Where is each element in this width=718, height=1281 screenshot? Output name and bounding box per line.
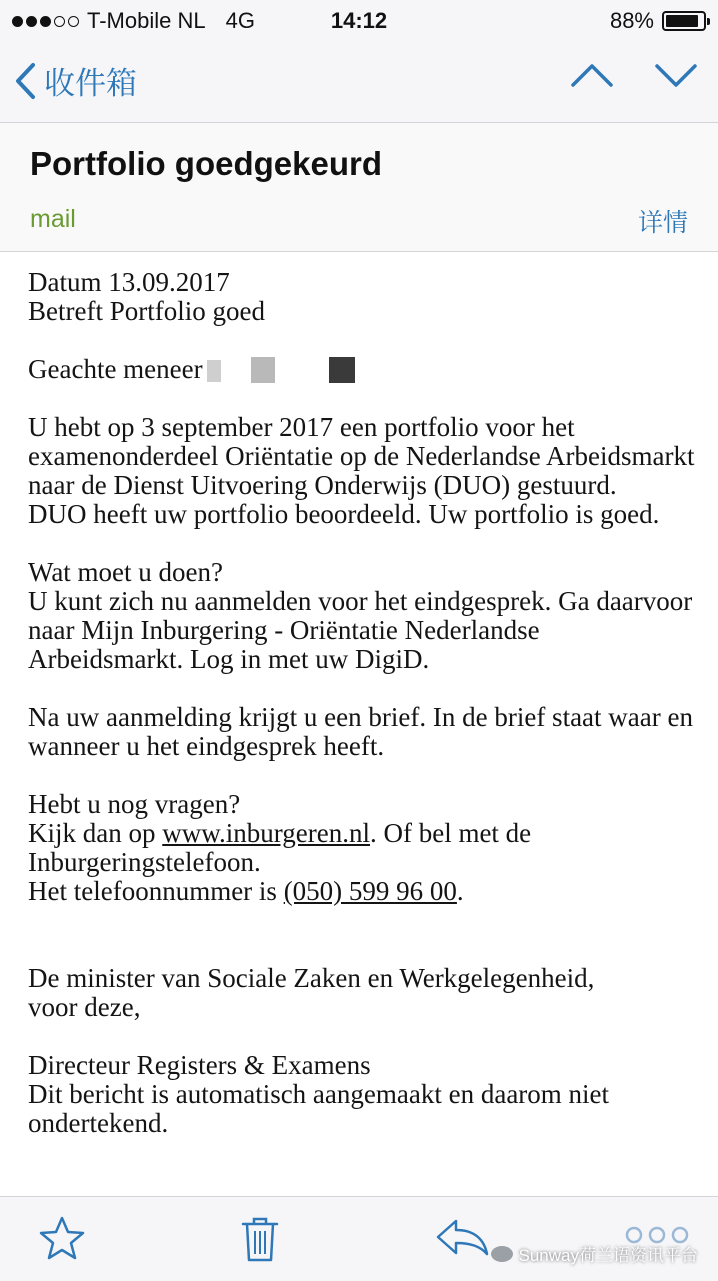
text: Kijk dan op <box>28 818 163 848</box>
text: Het telefoonnummer is <box>28 876 284 906</box>
network-type: 4G <box>225 8 255 33</box>
paragraph: DUO heeft uw portfolio beoordeeld. Uw portfolio is goed. <box>28 499 660 529</box>
message-body <box>28 268 698 1192</box>
date-line: Datum 13.09.2017 <box>28 267 230 297</box>
message-subject: Portfolio goedgekeurd <box>30 145 383 182</box>
chevron-up-icon <box>570 62 614 88</box>
carrier-name: T-Mobile NL <box>87 8 206 33</box>
phone-line <box>28 877 698 906</box>
paragraph: U hebt op 3 september 2017 een portfolio voor het examenonderdeel Oriëntatie op de Nederlandse Arbeidsmarkt naar de Dienst Uitvoering Onderwijs (DUO) gestuurd. <box>28 412 695 500</box>
back-to-inbox-button[interactable] <box>14 58 137 103</box>
status-right <box>610 8 706 34</box>
phone-link[interactable]: (050) 599 96 00 <box>283 876 457 906</box>
greeting-line <box>28 355 698 384</box>
details-button[interactable]: 详情 <box>637 209 688 237</box>
text: . <box>456 876 464 906</box>
wechat-logo-icon <box>491 1246 513 1262</box>
text: . Of bel met de Inburgeringstelefoon. <box>28 818 532 877</box>
auto-note: Dit bericht is automatisch aangemaakt en daarom niet ondertekend. <box>28 1079 610 1138</box>
sender-name[interactable]: mail <box>30 205 76 233</box>
chevron-left-icon <box>14 62 36 100</box>
section-heading: Wat moet u doen? <box>28 557 224 587</box>
paragraph: Na uw aanmelding krijgt u een brief. In de brief staat waar en wanneer u het eindgesprek heeft. <box>28 702 693 761</box>
signature-line: voor deze, <box>28 992 141 1022</box>
message-navigation <box>570 62 698 93</box>
delete-button[interactable] <box>240 1215 280 1268</box>
watermark <box>491 1241 698 1266</box>
redacted-block <box>207 360 221 382</box>
redacted-block <box>329 357 355 383</box>
subject-line: Betreft Portfolio goed <box>28 296 265 326</box>
section-heading: Hebt u nog vragen? <box>28 789 241 819</box>
back-label: 收件箱 <box>44 66 137 101</box>
reply-button[interactable] <box>434 1217 490 1262</box>
website-link[interactable]: www.inburgeren.nl <box>162 818 370 848</box>
greeting: Geachte meneer <box>28 354 203 384</box>
redacted-block <box>251 357 275 383</box>
trash-icon <box>240 1215 280 1263</box>
contact-line <box>28 819 698 877</box>
previous-message-button[interactable] <box>570 62 614 93</box>
battery-percent: 88% <box>609 8 654 33</box>
nav-bar <box>0 42 718 123</box>
signature-line: Directeur Registers & Examens <box>28 1050 371 1080</box>
battery-icon <box>662 11 706 31</box>
paragraph: U kunt zich nu aanmelden voor het eindgesprek. Ga daarvoor naar Mijn Inburgering - Oriëntatie Nederlandse Arbeidsmarkt. Log in met uw DigiD. <box>28 586 693 674</box>
status-time: 14:12 <box>330 8 388 33</box>
chevron-down-icon <box>654 62 698 88</box>
watermark-text: Sunway荷兰语资讯平台 <box>518 1246 698 1265</box>
battery-level-fill <box>666 15 698 27</box>
reply-arrow-icon <box>434 1217 490 1257</box>
status-bar <box>0 0 718 42</box>
next-message-button[interactable] <box>654 62 698 93</box>
bottom-toolbar <box>0 1196 718 1281</box>
flag-star-button[interactable] <box>38 1215 86 1266</box>
star-icon <box>38 1215 86 1261</box>
signature-line: De minister van Sociale Zaken en Werkgelegenheid, <box>28 963 595 993</box>
message-header <box>0 123 718 252</box>
